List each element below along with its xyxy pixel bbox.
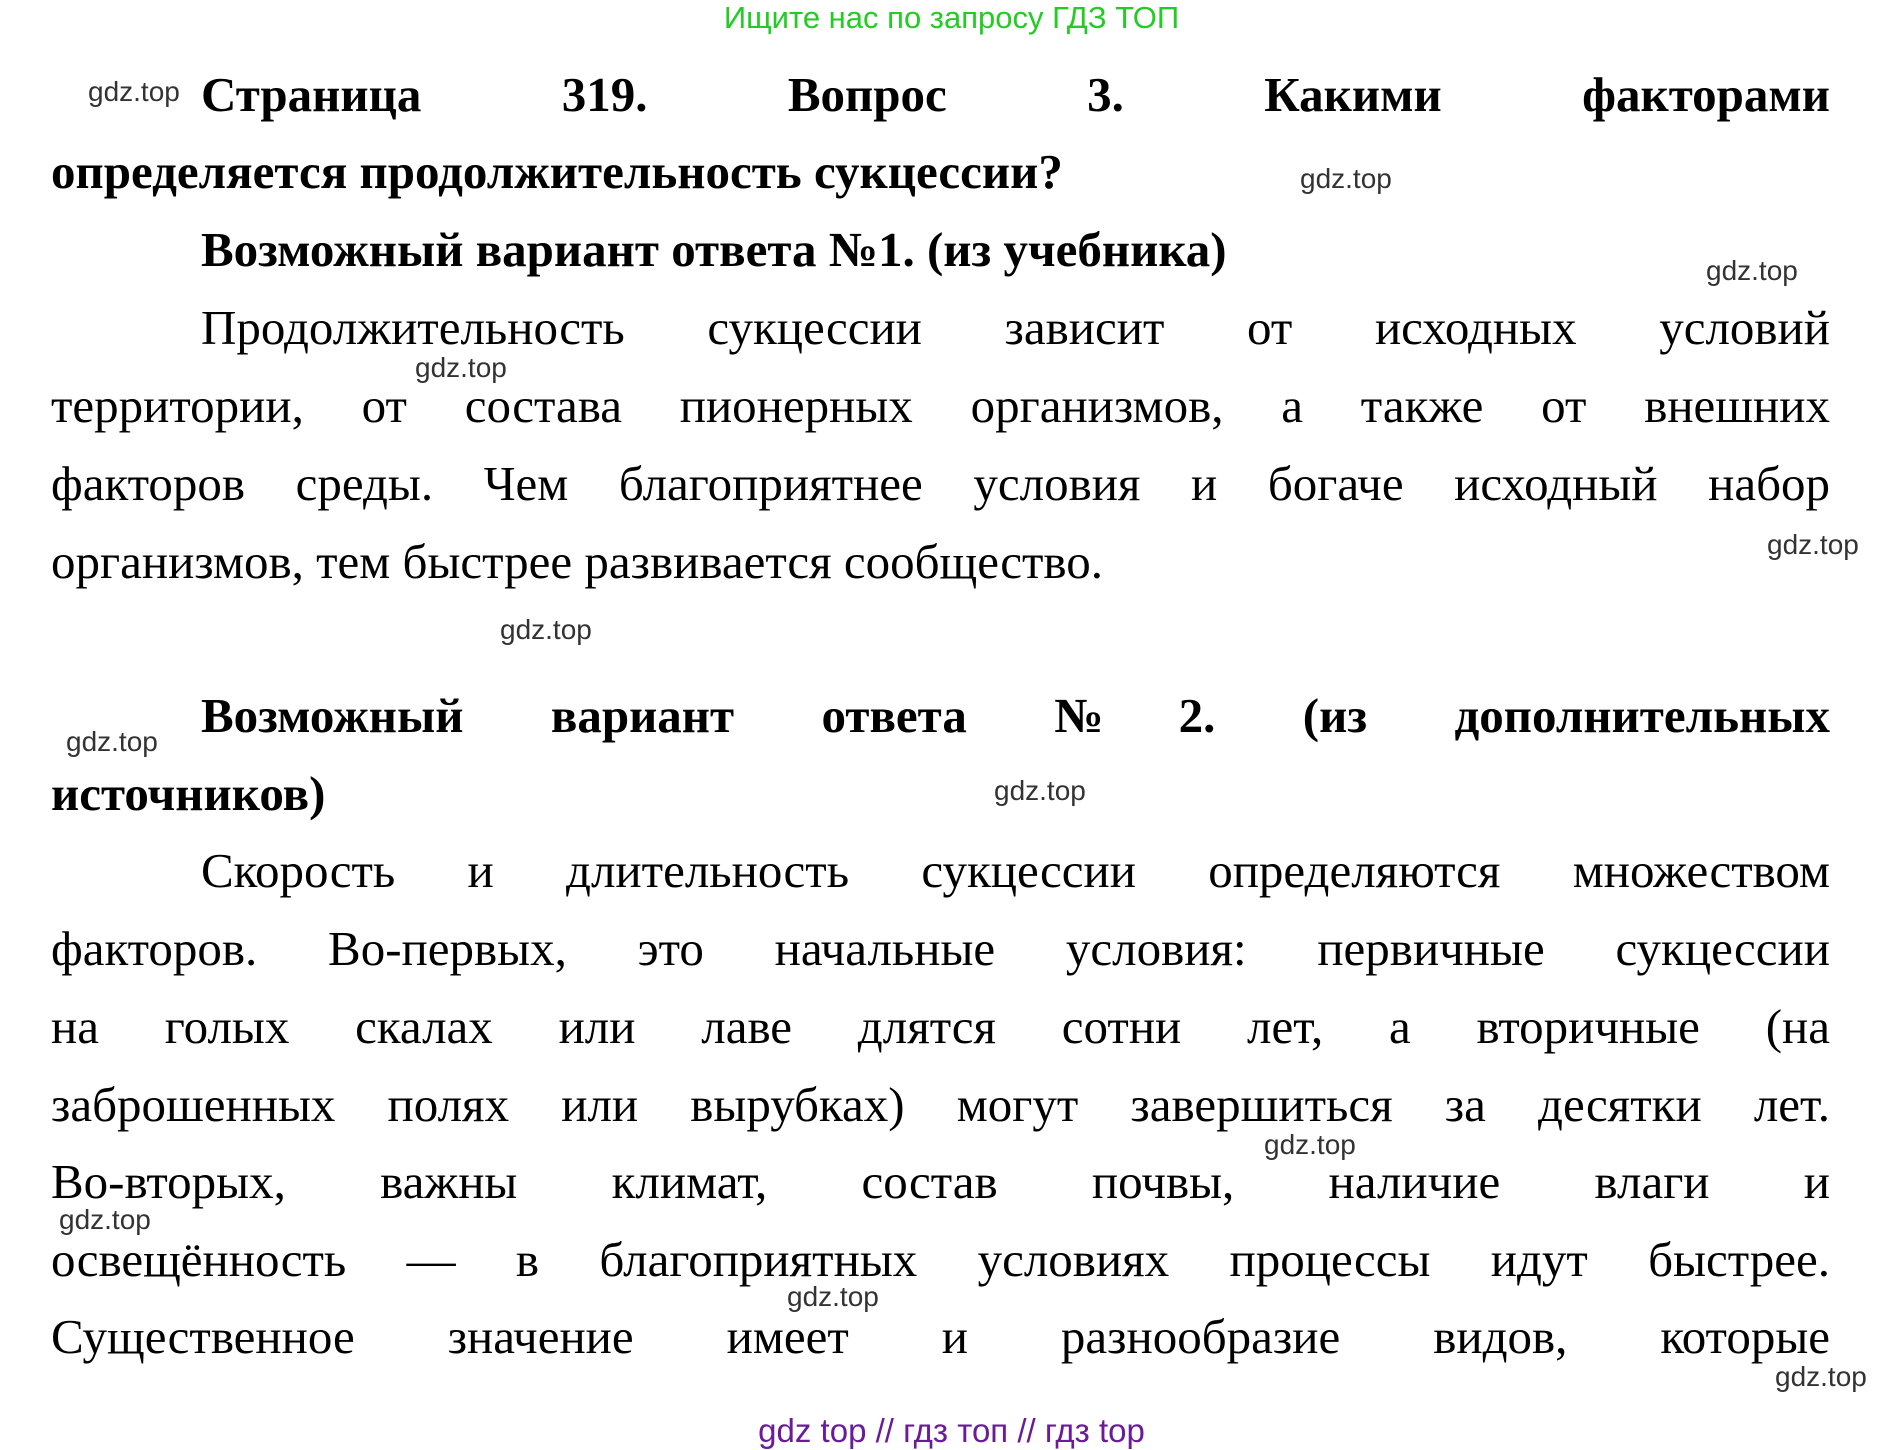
watermark: gdz.top — [994, 775, 1086, 806]
answer-2-text-line: факторов. Во-первых, это начальные условия: первичные сукцессии — [51, 921, 1830, 976]
answer-2-text-line: на голых скалах или лаве длятся сотни лет, а вторичные (на — [51, 999, 1830, 1054]
answer-1-text-line: территории, от состава пионерных организмов, а также от внешних — [51, 378, 1830, 433]
answer-2-text-line: Во-вторых, важны климат, состав почвы, наличие влаги и — [51, 1154, 1830, 1209]
watermark: gdz.top — [66, 726, 158, 757]
answer-2-text-line: Скорость и длительность сукцессии определяются множеством — [201, 843, 1830, 898]
answer-1-text-line: факторов среды. Чем благоприятнее условия и богаче исходный набор — [51, 456, 1830, 511]
answer-2-text-line: освещённость — в благоприятных условиях процессы идут быстрее. — [51, 1232, 1830, 1287]
footer-links[interactable]: gdz top // гдз топ // гдз top — [758, 1412, 1145, 1449]
watermark: gdz.top — [1767, 529, 1859, 560]
watermark: gdz.top — [787, 1281, 879, 1312]
answer-2-text-line: заброшенных полях или вырубках) могут завершиться за десятки лет. — [51, 1077, 1830, 1132]
watermark: gdz.top — [59, 1204, 151, 1235]
answer-1-text-line: Продолжительность сукцессии зависит от исходных условий — [201, 300, 1830, 355]
watermark: gdz.top — [1775, 1361, 1867, 1392]
answer-2-heading-line-1: Возможный вариант ответа №2. (из дополнительных — [201, 688, 1830, 743]
watermark: gdz.top — [500, 614, 592, 645]
watermark: gdz.top — [1264, 1129, 1356, 1160]
answer-2-text-line: Существенное значение имеет и разнообразие видов, которые — [51, 1309, 1830, 1364]
answer-1-text-line: организмов, тем быстрее развивается сообщество. — [51, 534, 1103, 589]
question-title-line-1: Страница 319. Вопрос 3. Какими факторами — [201, 67, 1830, 122]
question-title-line-2: определяется продолжительность сукцессии? — [51, 144, 1063, 199]
watermark: gdz.top — [1706, 255, 1798, 286]
watermark: gdz.top — [415, 352, 507, 383]
watermark: gdz.top — [1300, 163, 1392, 194]
search-banner[interactable]: Ищите нас по запросу ГДЗ ТОП — [723, 0, 1180, 35]
answer-1-heading: Возможный вариант ответа №1. (из учебника) — [201, 222, 1227, 277]
watermark: gdz.top — [88, 76, 180, 107]
answer-2-heading-line-2: источников) — [51, 766, 326, 821]
